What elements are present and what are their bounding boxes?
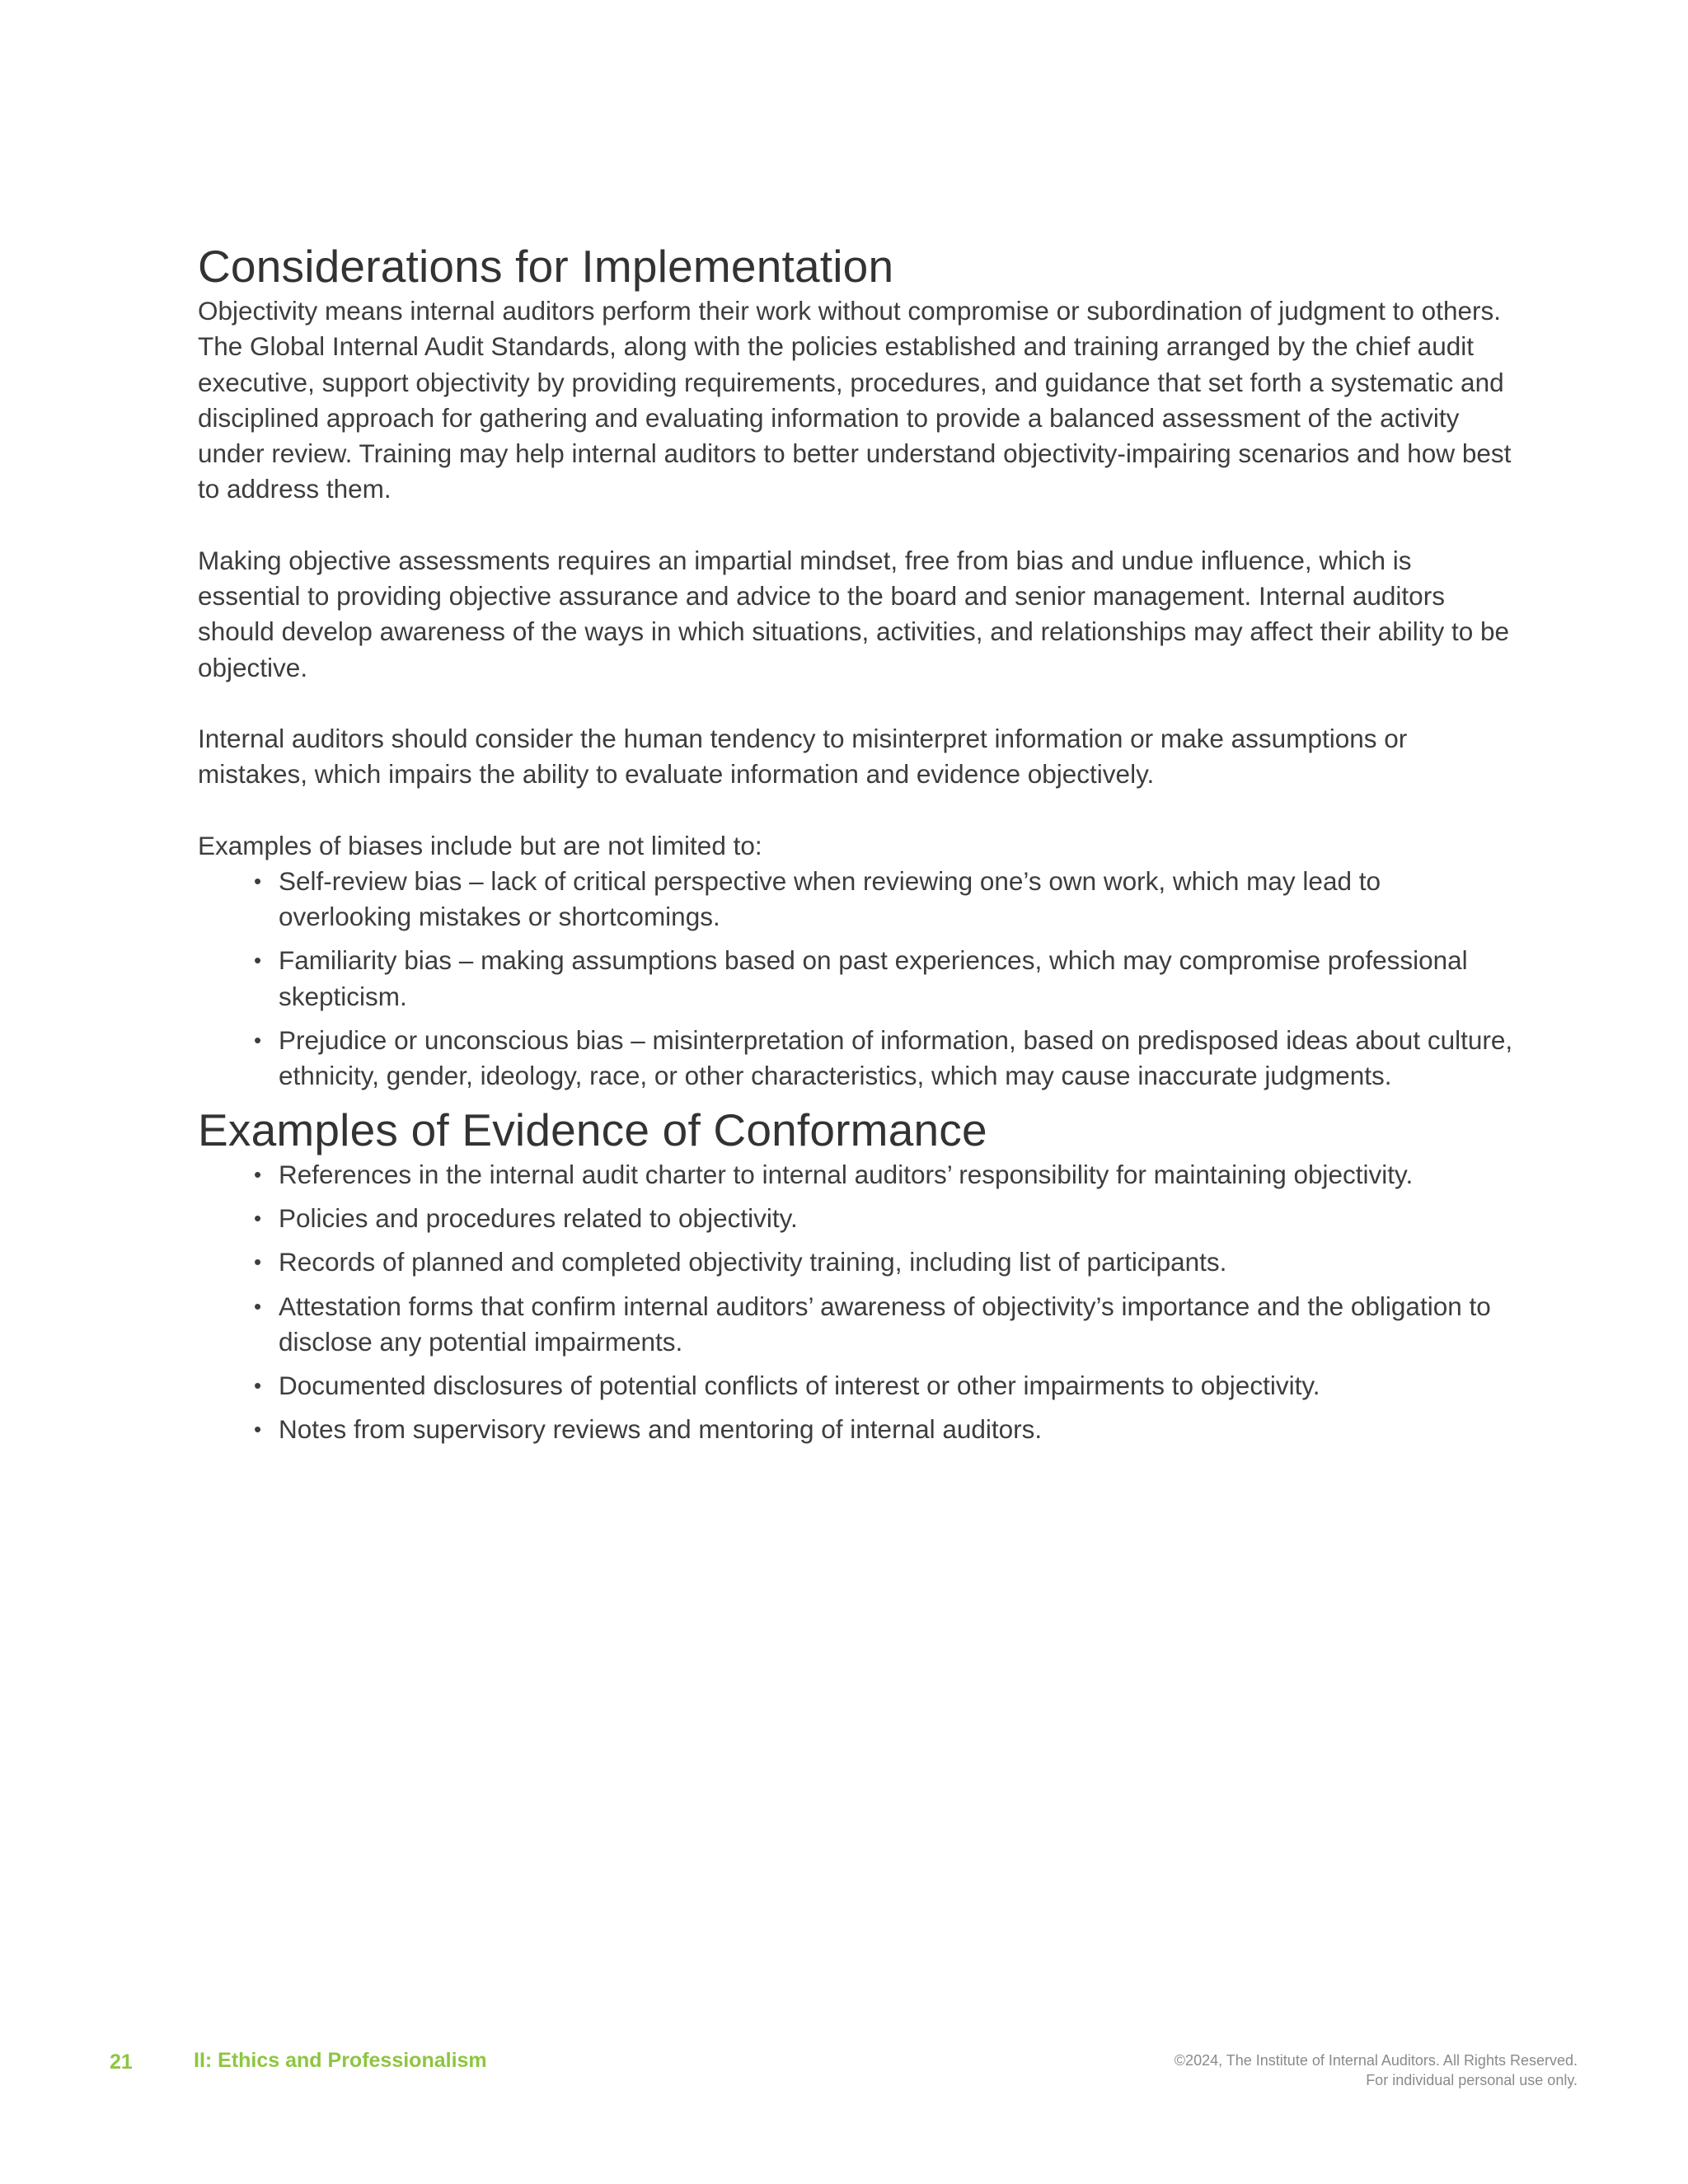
biases-list [198,864,1517,1094]
considerations-heading: Considerations for Implementation [198,241,894,292]
list-item: • Self-review bias – lack of critical perspective when reviewing one’s own work, which may lead to overlooking mistakes or shortcomings. [279,864,1517,935]
conformance-heading: Examples of Evidence of Conformance [198,1104,987,1155]
page-content [198,239,1517,1456]
objectivity-paragraph: Objectivity means internal auditors perform their work without compromise or subordination of judgment to others. The Global Internal Audit Standards, along with the policies established and training arranged by the chief audit executive, support objectivity by providing requirements, procedures, and guidance that set forth a systematic and disciplined approach for gathering and evaluating information to provide a balanced assessment of the activity under review. Training may help internal auditors to better understand objectivity-impairing scenarios and how best to address them. [198,296,1512,504]
bullet-icon: • [254,1373,262,1399]
bullet-icon: • [254,868,262,893]
list-item: • References in the internal audit charter to internal auditors’ responsibility for maintaining objectivity. [279,1157,1517,1193]
bullet-icon: • [254,1249,262,1275]
footer-section-title: II: Ethics and Professionalism [194,2049,487,2072]
biases-intro: Examples of biases include but are not limited to: [198,830,762,860]
list-item: • Documented disclosures of potential conflicts of interest or other impairments to objectivity. [279,1368,1517,1404]
list-item: • Policies and procedures related to objectivity. [279,1201,1517,1236]
bullet-icon: • [254,1161,262,1187]
bullet-icon: • [254,1205,262,1230]
list-item: • Records of planned and completed objectivity training, including list of participants. [279,1244,1517,1280]
bullet-icon: • [254,1293,262,1319]
bullet-icon: • [254,1028,262,1053]
copyright-notice [1175,2050,1578,2090]
conformance-list [198,1157,1517,1448]
impartial-mindset-paragraph: Making objective assessments requires an impartial mindset, free from bias and undue influence, which is essential to providing objective assurance and advice to the board and senior management. Internal auditors should develop awareness of the ways in which situations, activities, and relationships may affect their ability to be objective. [198,545,1510,682]
bullet-icon: • [254,948,262,973]
copyright-line: ©2024, The Institute of Internal Auditors. All Rights Reserved. [1174,2052,1578,2069]
list-item: • Attestation forms that confirm internal auditors’ awareness of objectivity’s importance and the obligation to disclose any potential impairments. [279,1289,1517,1361]
bullet-icon: • [254,1417,262,1442]
list-item: • Notes from supervisory reviews and mentoring of internal auditors. [279,1412,1517,1447]
list-item: • Familiarity bias – making assumptions based on past experiences, which may compromise professional skepticism. [279,943,1517,1015]
usage-line: For individual personal use only. [1366,2072,1578,2088]
page-number: 21 [110,2050,133,2074]
human-tendency-paragraph: Internal auditors should consider the human tendency to misinterpret information or make assumptions or mistakes, which impairs the ability to evaluate information and evidence objectively. [198,723,1408,790]
list-item: • Prejudice or unconscious bias – misinterpretation of information, based on predisposed ideas about culture, ethnicity, gender, ideology, race, or other characteristics, which may cause inaccurate judgments. [279,1023,1517,1094]
